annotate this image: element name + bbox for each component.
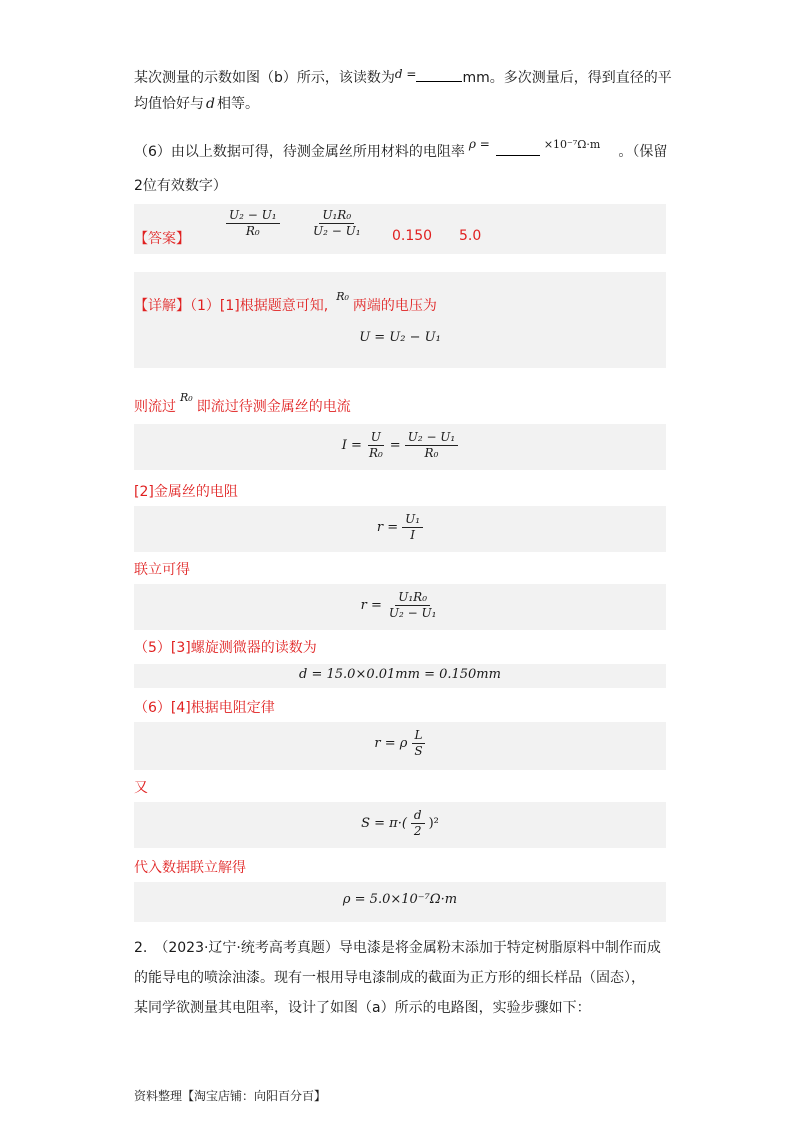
- intro-line-1: [134, 64, 672, 88]
- equation-3: [134, 512, 666, 543]
- equation-8-text: ρ = 5.0×10⁻⁷Ω·m: [342, 892, 458, 907]
- equation-7-box: [134, 802, 666, 848]
- detail-step-5: （5）[3]螺旋测微器的读数为: [134, 640, 317, 656]
- eq4-fraction: [386, 590, 440, 621]
- equation-5-text: d = 15.0×0.01mm = 0.150mm: [299, 667, 501, 682]
- answer-blank-d: [416, 67, 462, 82]
- eq3-den: I: [410, 528, 415, 542]
- detail-step-8: 代入数据联立解得: [134, 860, 246, 876]
- eq2-f1-den: R₀: [368, 446, 383, 460]
- equation-1: [134, 330, 666, 345]
- eq2-f1-num: U: [368, 430, 384, 446]
- eq3-lhs: r =: [376, 520, 399, 535]
- eq2-lhs: I =: [341, 438, 362, 453]
- q6-line-2: 2位有效数字）: [134, 178, 227, 194]
- equation-3-box: [134, 506, 666, 552]
- answer-value-1: 0.150: [392, 228, 433, 244]
- equation-2-box: [134, 424, 666, 470]
- intro-unit-text: mm。多次测量后，得到直径的平: [462, 70, 672, 86]
- eq7-rhs: )²: [428, 816, 439, 831]
- detail-step-7: 又: [134, 780, 148, 796]
- equation-7: [134, 808, 666, 839]
- answer-fraction-1: [226, 208, 280, 239]
- answer-value-2: 5.0: [459, 228, 482, 244]
- eq4-lhs: r =: [360, 598, 382, 613]
- answer-blank-rho: [496, 141, 540, 156]
- intro-text: 某次测量的示数如图（b）所示，该读数为: [134, 70, 395, 86]
- equation-6-box: [134, 722, 666, 770]
- equation-5-box: [134, 664, 666, 688]
- intro-line2-text-b: 相等。: [216, 96, 259, 112]
- question-6-line: [134, 134, 667, 162]
- d-variable: d =: [394, 67, 417, 81]
- detail-step-2: [134, 388, 351, 417]
- r0-variable: R₀: [336, 290, 349, 303]
- question-2-line-2: 的能导电的喷涂油漆。现有一根用导电漆制成的截面为正方形的细长样品（固态），: [134, 970, 645, 986]
- detail-step2-text: 则流过: [134, 399, 176, 415]
- detail-step1-text: （1）[1]根据题意可知,: [190, 298, 329, 314]
- eq2-fraction-2: [405, 430, 459, 461]
- equation-4: [134, 590, 666, 621]
- eq2-equals: =: [389, 438, 401, 453]
- equation-1-text: U = U₂ − U₁: [359, 330, 441, 345]
- equation-6: [134, 728, 666, 759]
- frac2-denominator: U₂ − U₁: [313, 224, 361, 238]
- eq7-den: 2: [413, 824, 422, 838]
- rho-unit: ×10⁻⁷Ω·m: [543, 138, 601, 151]
- eq6-fraction: [411, 728, 425, 759]
- answer-box: [134, 204, 666, 254]
- eq3-fraction: [402, 512, 423, 543]
- equation-8: [134, 892, 666, 907]
- eq3-num: U₁: [402, 512, 423, 528]
- intro-line-2: [134, 94, 259, 114]
- detail-step1-text-b: 两端的电压为: [352, 298, 437, 314]
- eq6-num: L: [412, 728, 426, 744]
- q6-text-b: 。（保留: [618, 144, 668, 160]
- eq4-num: U₁R₀: [395, 590, 430, 606]
- eq2-f2-den: R₀: [424, 446, 439, 460]
- answer-fraction-2: [310, 208, 364, 239]
- intro-line2-text-a: 均值恰好与: [134, 96, 204, 112]
- frac1-denominator: R₀: [245, 224, 260, 238]
- d-variable-2: d: [206, 96, 215, 112]
- eq2-fraction-1: [366, 430, 386, 461]
- eq6-den: S: [414, 744, 423, 758]
- answer-label: 【答案】: [134, 231, 190, 247]
- detail-step-3: [2]金属丝的电阻: [134, 484, 238, 500]
- detail-step-6: （6）[4]根据电阻定律: [134, 700, 275, 716]
- question-2-line-3: 某同学欲测量其电阻率，设计了如图（a）所示的电路图，实验步骤如下：: [134, 1000, 591, 1016]
- eq6-lhs: r = ρ: [374, 736, 408, 751]
- rho-variable: ρ =: [468, 137, 490, 151]
- equation-4-box: [134, 584, 666, 630]
- r0-variable-2: R₀: [180, 391, 193, 404]
- eq4-den: U₂ − U₁: [388, 606, 437, 620]
- equation-8-box: [134, 882, 666, 922]
- detail-label: 【详解】: [134, 298, 190, 314]
- equation-2: [134, 430, 666, 461]
- eq2-f2-num: U₂ − U₁: [405, 430, 459, 446]
- detail-step2-text-b: 即流过待测金属丝的电流: [196, 399, 351, 415]
- equation-5: [134, 667, 666, 682]
- detail-step-4: 联立可得: [134, 562, 190, 578]
- q6-text: （6）由以上数据可得，待测金属丝所用材料的电阻率: [134, 144, 465, 160]
- eq7-num: d: [411, 808, 425, 824]
- page-footer: 资料整理【淘宝店铺：向阳百分百】: [134, 1089, 327, 1103]
- eq7-lhs: S = π·(: [361, 816, 407, 831]
- question-2-line-1: 2. （2023·辽宁·统考高考真题）导电漆是将金属粉末添加于特定树脂原料中制作而成: [134, 940, 661, 956]
- frac1-numerator: U₂ − U₁: [226, 208, 280, 224]
- frac2-numerator: U₁R₀: [319, 208, 354, 224]
- eq7-fraction: [411, 808, 425, 839]
- detail-step-1: [134, 290, 437, 315]
- detail-box: [134, 272, 666, 368]
